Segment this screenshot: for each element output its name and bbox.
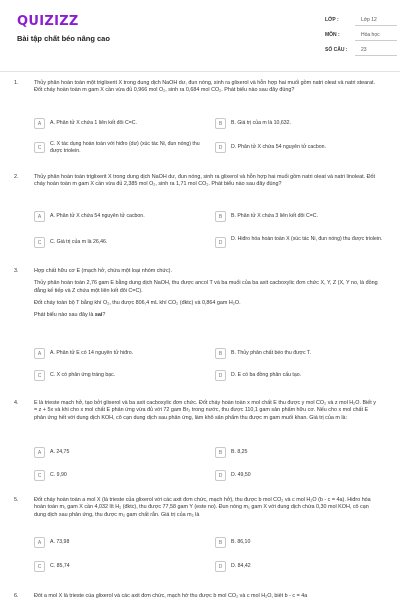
option-letter: C [34, 237, 45, 248]
option-letter: D [215, 561, 226, 572]
quizizz-logo: QUIZIZZ [17, 14, 79, 29]
option-letter: A [34, 118, 45, 129]
question-paragraph: Thủy phân hoàn toàn triglixerit X trong dung dịch NaOH dư, đun nóng, sinh ra glixerol và hỗn hợp hai muối gồm natri oleat và natri linoleat. Đốt cháy hoàn toàn m gam X cần vừa đủ 2,385 mol O₂, sinh ra 1,71 mol CO₂. Phát biểu nào sau đây đúng? [34, 174, 375, 188]
option-text: C. Giá trị của m là 26,46. [50, 239, 108, 245]
option-letter: D [215, 142, 226, 153]
option-text: B. Phân tử X chứa 3 liên kết đôi C=C. [231, 213, 318, 219]
question-number: 4. [14, 400, 19, 406]
question-number: 3. [14, 268, 19, 274]
option-text: B. Thủy phân chất béo thu được T. [231, 350, 311, 356]
option-text: D. 49,50 [231, 472, 251, 478]
option-text: C. X tác dụng hoàn toàn với hiđro (dư) (xúc tác Ni, đun nóng) thu được triolein. [50, 141, 200, 154]
meta-underline [355, 40, 397, 41]
option-letter: A [34, 447, 45, 458]
option-text: B. 86,10 [231, 539, 251, 545]
question-paragraph: Đốt a mol X là trieste của glixerol và các axit đơn chức, mạch hở thu được b mol CO₂ và c mol H₂O, biết b - c = 4a [34, 593, 308, 599]
question-paragraph: Đốt cháy toàn bộ T bằng khí O₂, thu được 806,4 mL khí CO₂ (đktc) và 0,864 gam H₂O. [34, 299, 241, 306]
worksheet-title: Bài tập chất béo nâng cao [17, 34, 110, 43]
option-letter: B [215, 211, 226, 222]
question-text [34, 268, 380, 319]
question-paragraph: Phát biểu nào sau đây là sai? [34, 312, 106, 319]
question-number: 1. [14, 80, 19, 86]
question-paragraph: Hợp chất hữu cơ E (mạch hở, chứa một loại nhóm chức). [34, 268, 172, 274]
header-divider [0, 71, 400, 72]
option-letter: C [34, 142, 45, 153]
option-text: A. Phân tử X chứa 1 liên kết đôi C=C. [50, 120, 137, 126]
option-text: B. Giá trị của m là 10,632. [231, 120, 291, 126]
option-letter: C [34, 470, 45, 481]
option-text: C. X có phản ứng tráng bạc. [50, 372, 116, 378]
question-paragraph: Thủy phân hoàn toàn một triglixerit X trong dung dịch NaOH dư, đun nóng, sinh ra glixerol và hỗn hợp hai muối gồm natri oleat và natri stearat. Đốt cháy hoàn toàn m gam X cần vừa đủ 0,966 mol O₂, sinh ra 0,684 mol CO₂. Phát biểu nào sau đây đúng? [34, 80, 375, 94]
option-letter: A [34, 348, 45, 359]
option-text: A. 73,98 [50, 539, 70, 545]
meta-label: MÔN : [325, 32, 340, 38]
option-letter: B [215, 118, 226, 129]
question-text [34, 497, 380, 519]
option-letter: B [215, 447, 226, 458]
question-6 [0, 593, 400, 600]
question-paragraph: Thủy phân hoàn toàn 2,76 gam E bằng dung dịch NaOH, thu được ancol T và ba muối của ba axit cacboxylic đơn chức X, Y, Z (X, Y no, là đồng đẳng kế tiếp và Z chứa một liên kết đôi C=C). [34, 280, 378, 294]
option-text: D. 84,42 [231, 563, 251, 569]
question-text [34, 400, 380, 422]
option-letter: C [34, 370, 45, 381]
option-letter: B [215, 348, 226, 359]
option-text: D. Phân tử X chứa 54 nguyên tử cacbon. [231, 144, 326, 150]
meta-label: SỐ CÂU : [325, 47, 348, 53]
question-text [34, 80, 380, 95]
option-letter: C [34, 561, 45, 572]
option-text: A. Phân tử X chứa 54 nguyên tử cacbon. [50, 213, 145, 219]
option-text: B. 8,25 [231, 449, 248, 455]
option-text: D. E có ba đồng phân cấu tạo. [231, 372, 302, 378]
meta-value: Lớp 12 [361, 17, 377, 23]
question-number: 5. [14, 497, 19, 503]
meta-underline [355, 55, 397, 56]
meta-underline [355, 25, 397, 26]
question-text [34, 174, 380, 189]
worksheet-header [0, 0, 400, 70]
question-paragraph: Đốt cháy hoàn toàn a mol X (là trieste của glixerol với các axit đơn chức, mạch hở), thu được b mol CO₂ và c mol H₂O (b - c = 4a). Hiđro hóa hoàn toàn m₁ gam X cần 4,032 lít H₂ (đktc), thu được 77,58 gam Y (este no). Đun nóng m₁ gam X với dung dịch chứa 0,30 mol KOH, cô cạn dung dịch sau phản ứng, thu được m₂ gam chất rắn. Giá trị của m₂ là [34, 497, 371, 518]
question-text [34, 593, 380, 600]
meta-label: LỚP : [325, 17, 339, 23]
meta-value: 23 [361, 47, 367, 53]
option-text: C. 9,90 [50, 472, 67, 478]
option-text: A. Phân tử E có 14 nguyên tử hiđro. [50, 350, 134, 356]
meta-value: Hóa học [361, 32, 380, 38]
option-letter: A [34, 537, 45, 548]
option-letter: A [34, 211, 45, 222]
option-text: C. 85,74 [50, 563, 70, 569]
option-letter: D [215, 470, 226, 481]
option-letter: D [215, 370, 226, 381]
option-letter: D [215, 237, 226, 248]
question-number: 2. [14, 174, 19, 180]
question-number: 6. [14, 593, 19, 599]
emphasis-word: sai [94, 312, 103, 319]
option-text: D. Hiđro hóa hoàn toàn X (xúc tác Ni, đun nóng) thu được triolein. [231, 236, 383, 242]
option-letter: B [215, 537, 226, 548]
question-paragraph: E là trieste mạch hở, tạo bởi glixerol và ba axit cacboxylic đơn chức. Đốt cháy hoàn toàn x mol chất E thu được y mol CO₂ và z mol H₂O. Biết y = z + 5x và khi cho x mol chất E phản ứng vừa đủ với 72 gam Br₂ trong nước, thu được 110,1 gam sản phẩm hữu cơ. Nếu cho x mol chất E phản ứng hết với dung dịch KOH, cô cạn dung dịch sau phản ứng, làm khô sản phẩm thu được m gam muối khan. Giá trị của m là: [34, 400, 376, 421]
option-text: A. 24,75 [50, 449, 70, 455]
